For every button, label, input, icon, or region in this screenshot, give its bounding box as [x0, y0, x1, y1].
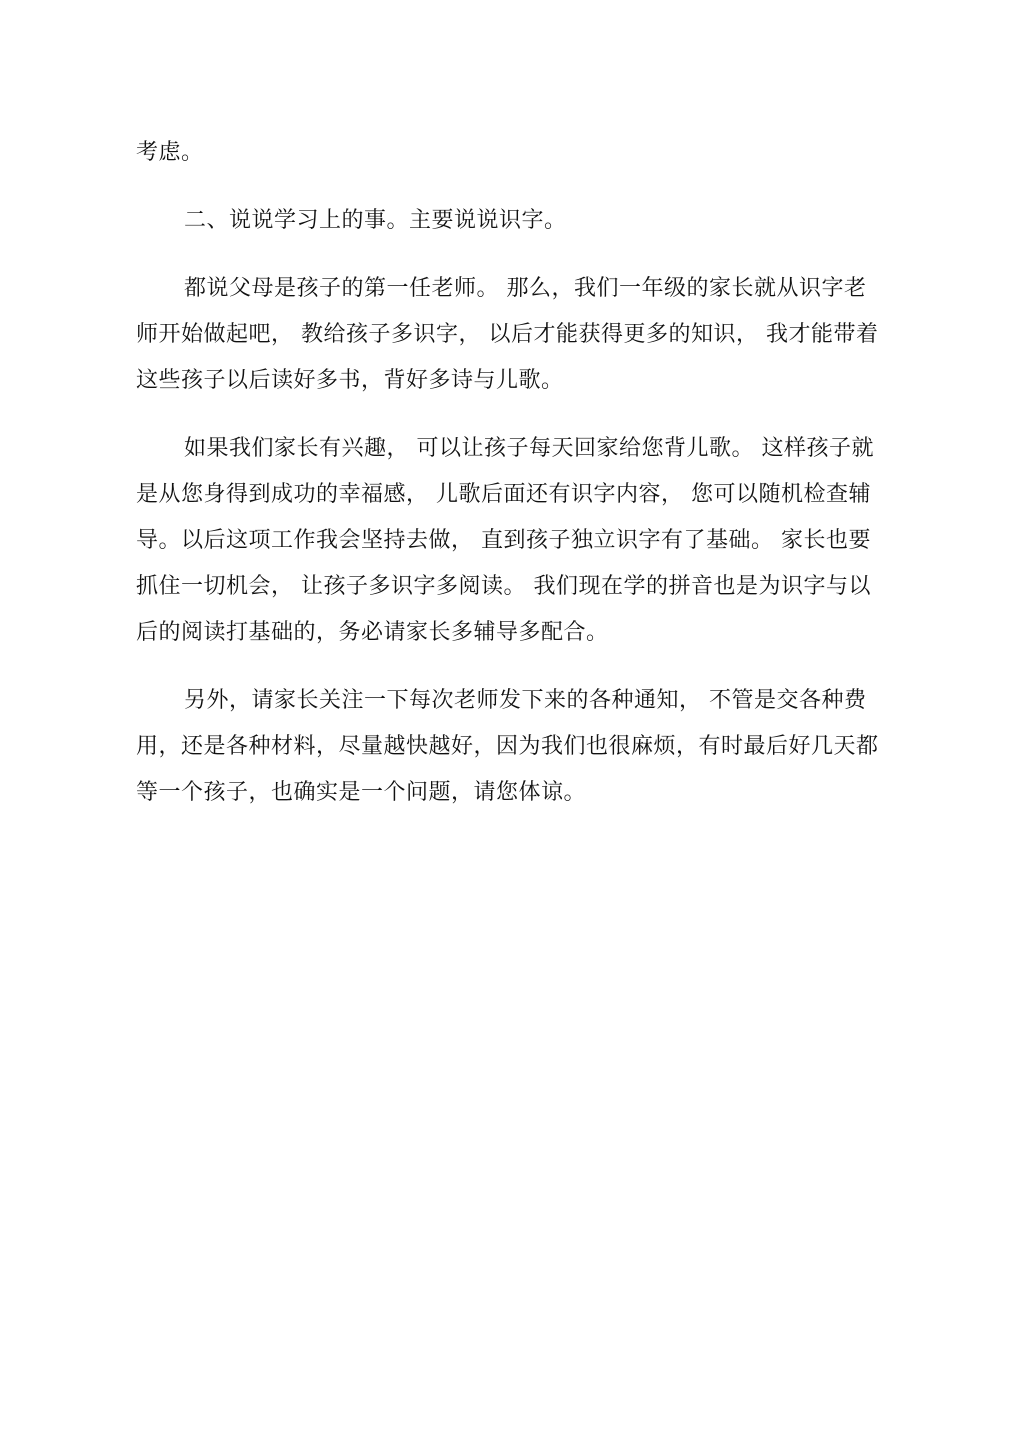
text-line: 抓住一切机会， 让孩子多识字多阅读。 我们现在学的拼音也是为识字与以: [136, 574, 871, 599]
paragraph: [136, 426, 888, 656]
paragraph: [136, 130, 888, 176]
text-line: 考虑。: [136, 140, 204, 165]
paragraph: [136, 266, 888, 404]
text-line: 后的阅读打基础的，务必请家长多辅导多配合。: [136, 620, 609, 645]
text-line: 另外，请家长关注一下每次老师发下来的各种通知， 不管是交各种费: [184, 688, 867, 713]
section-heading: [136, 198, 888, 244]
text-line: 是从您身得到成功的幸福感， 儿歌后面还有识字内容， 您可以随机检查辅: [136, 482, 871, 507]
document-body: [136, 130, 888, 816]
text-line: 如果我们家长有兴趣， 可以让孩子每天回家给您背儿歌。 这样孩子就: [184, 436, 874, 461]
text-line: 二、说说学习上的事。主要说说识字。: [184, 208, 567, 233]
paragraph: [136, 678, 888, 816]
text-line: 都说父母是孩子的第一任老师。 那么，我们一年级的家长就从识字老: [184, 276, 867, 301]
text-line: 这些孩子以后读好多书，背好多诗与儿歌。: [136, 368, 564, 393]
text-line: 导。以后这项工作我会坚持去做， 直到孩子独立识字有了基础。 家长也要: [136, 528, 871, 553]
text-line: 用，还是各种材料，尽量越快越好，因为我们也很麻烦，有时最后好几天都: [136, 734, 879, 759]
text-line: 等一个孩子，也确实是一个问题，请您体谅。: [136, 780, 587, 805]
text-line: 师开始做起吧， 教给孩子多识字， 以后才能获得更多的知识， 我才能带着: [136, 322, 879, 347]
